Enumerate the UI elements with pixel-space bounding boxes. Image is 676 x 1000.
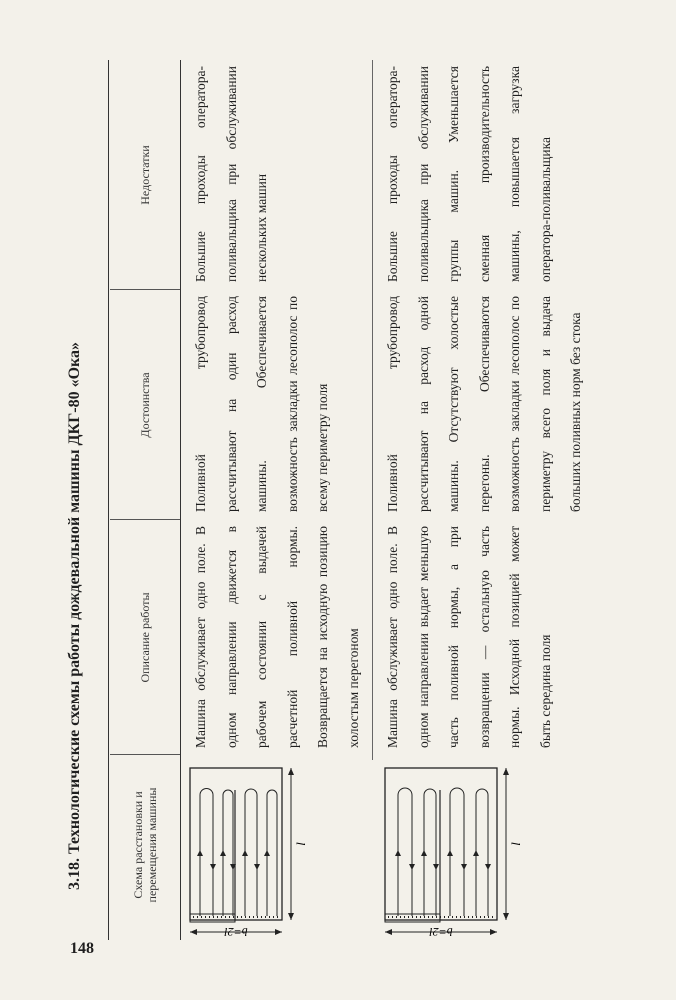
row-2-advantages: Поливной трубопровод рассчитывают на расход одной машины. Отсутствуют холостые перегоны. Обеспечиваются возможность закладки лесополос по периметру всего поля и выдача больших поливных норм без стока bbox=[385, 296, 583, 512]
row-1-disadvantages: Большие проходы оператора-поливальщика при обслуживании нескольких машин bbox=[193, 66, 269, 282]
column-divider bbox=[110, 519, 180, 520]
row-1-advantages: Поливной трубопровод рассчитывают на один расход машины. Обеспечивается возможность закладки лесополос по всему периметру поля bbox=[193, 296, 330, 512]
header-scheme: Схема расстановки и перемещения машины bbox=[130, 787, 159, 903]
header-disadvantages: Недостатки bbox=[137, 145, 152, 205]
length-label: l bbox=[508, 842, 523, 846]
scheme-diagram-row-2 bbox=[380, 755, 570, 940]
row-2-disadvantages: Большие проходы оператора-поливальщика при обслуживании группы машин. Уменьшается сменная производительность машины, повышается загрузка оператора-поливальщика bbox=[385, 66, 553, 282]
row-1-description: Машина обслуживает одно поле. В одном направлении движется в рабочем состоянии с выдачей расчетной поливной нормы. Возвращается на исходную позицию холостым перегоном bbox=[193, 526, 361, 748]
width-label: b=2l bbox=[224, 925, 248, 939]
column-divider bbox=[110, 289, 180, 290]
row-2-description: Машина обслуживает одно поле. В одном направлении выдает меньшую часть поливной нормы, а при возвращении — остальную часть нормы. Исходной позицией может быть середина поля bbox=[385, 526, 553, 748]
header-advantages: Достоинства bbox=[137, 372, 152, 438]
column-divider bbox=[110, 754, 180, 755]
width-label: b=2l bbox=[429, 925, 453, 939]
page-number: 148 bbox=[70, 940, 94, 957]
row-divider bbox=[372, 60, 373, 760]
table-top-rule bbox=[108, 60, 109, 940]
header-description: Описание работы bbox=[137, 592, 152, 683]
table-header-rule bbox=[180, 60, 181, 940]
rotated-page bbox=[60, 20, 660, 940]
table-title: 3.18. Технологические схемы работы дождевальной машины ДКГ-80 «Ока» bbox=[66, 342, 83, 890]
length-label: l bbox=[293, 842, 308, 846]
scheme-diagram-row-1 bbox=[185, 755, 365, 940]
